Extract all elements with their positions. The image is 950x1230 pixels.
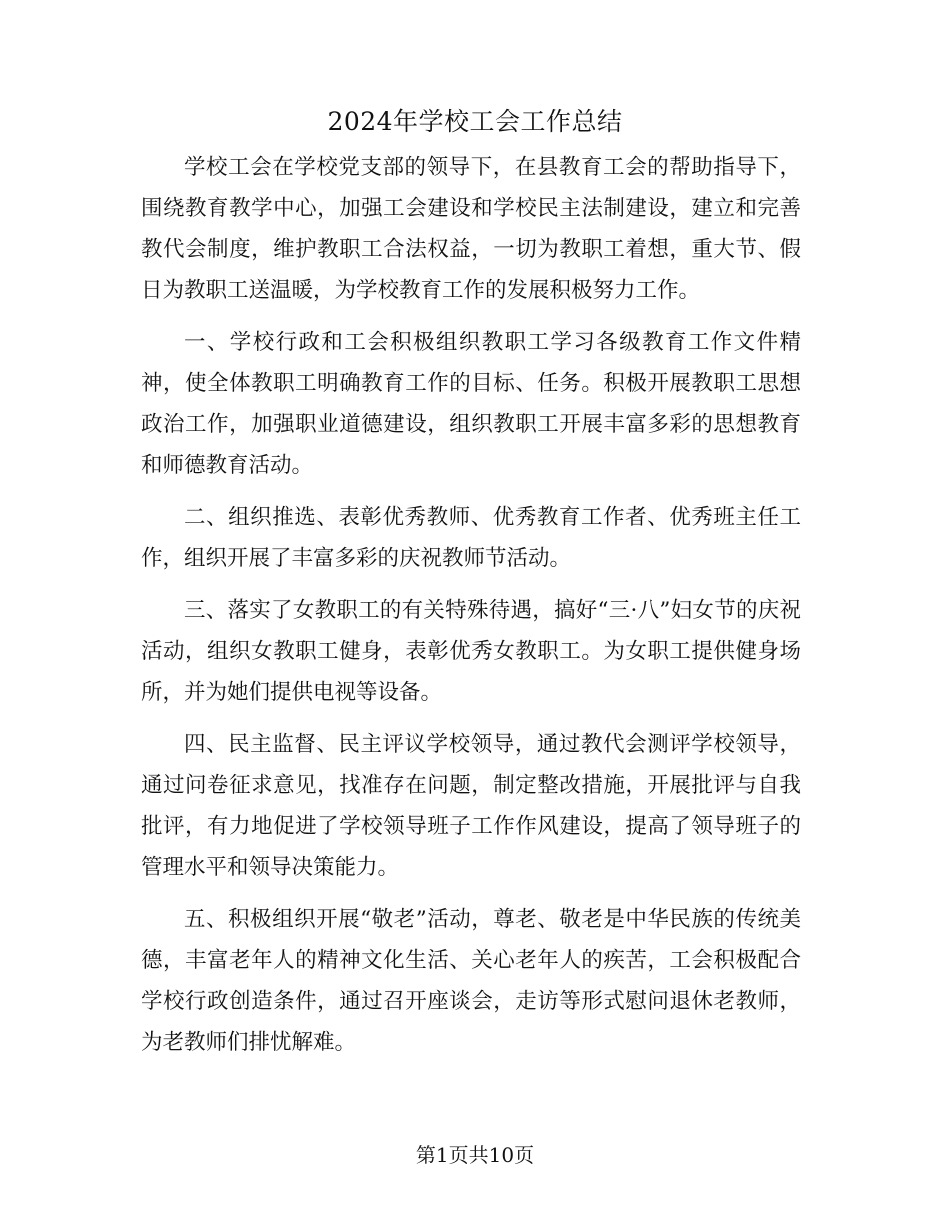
paragraph-item-1: 一、学校行政和工会积极组织教职工学习各级教育工作文件精神，使全体教职工明确教育工作的目标、任务。积极开展教职工思想政治工作，加强职业道德建设，组织教职工开展丰富多彩的思想教育和师德教育活动。 xyxy=(141,330,801,478)
paragraph-item-3: 三、落实了女教职工的有关特殊待遇，搞好“三·八”妇女节的庆祝活动，组织女教职工健身，表彰优秀女教职工。为女职工提供健身场所，并为她们提供电视等设备。 xyxy=(141,598,801,705)
document-body xyxy=(141,147,801,1074)
paragraph-intro: 学校工会在学校党支部的领导下，在县教育工会的帮助指导下，围绕教育教学中心，加强工会建设和学校民主法制建设，建立和完善教代会制度，维护教职工合法权益，一切为教职工着想，重大节、假日为教职工送温暖，为学校教育工作的发展积极努力工作。 xyxy=(141,155,801,303)
paragraph-item-2: 二、组织推选、表彰优秀教师、优秀教育工作者、优秀班主任工作，组织开展了丰富多彩的庆祝教师节活动。 xyxy=(141,505,801,571)
document-title: 2024年学校工会工作总结 xyxy=(327,107,623,136)
page-footer: 第1页共10页 xyxy=(415,1143,535,1167)
paragraph-item-4: 四、民主监督、民主评议学校领导，通过教代会测评学校领导，通过问卷征求意见，找准存在问题，制定整改措施，开展批评与自我批评，有力地促进了学校领导班子工作作风建设，提高了领导班子的管理水平和领导决策能力。 xyxy=(141,732,801,880)
paragraph-item-5: 五、积极组织开展“敬老”活动，尊老、敬老是中华民族的传统美德，丰富老年人的精神文化生活、关心老年人的疾苦，工会积极配合学校行政创造条件，通过召开座谈会，走访等形式慰问退休老教师，为老教师们排忧解难。 xyxy=(141,907,801,1055)
